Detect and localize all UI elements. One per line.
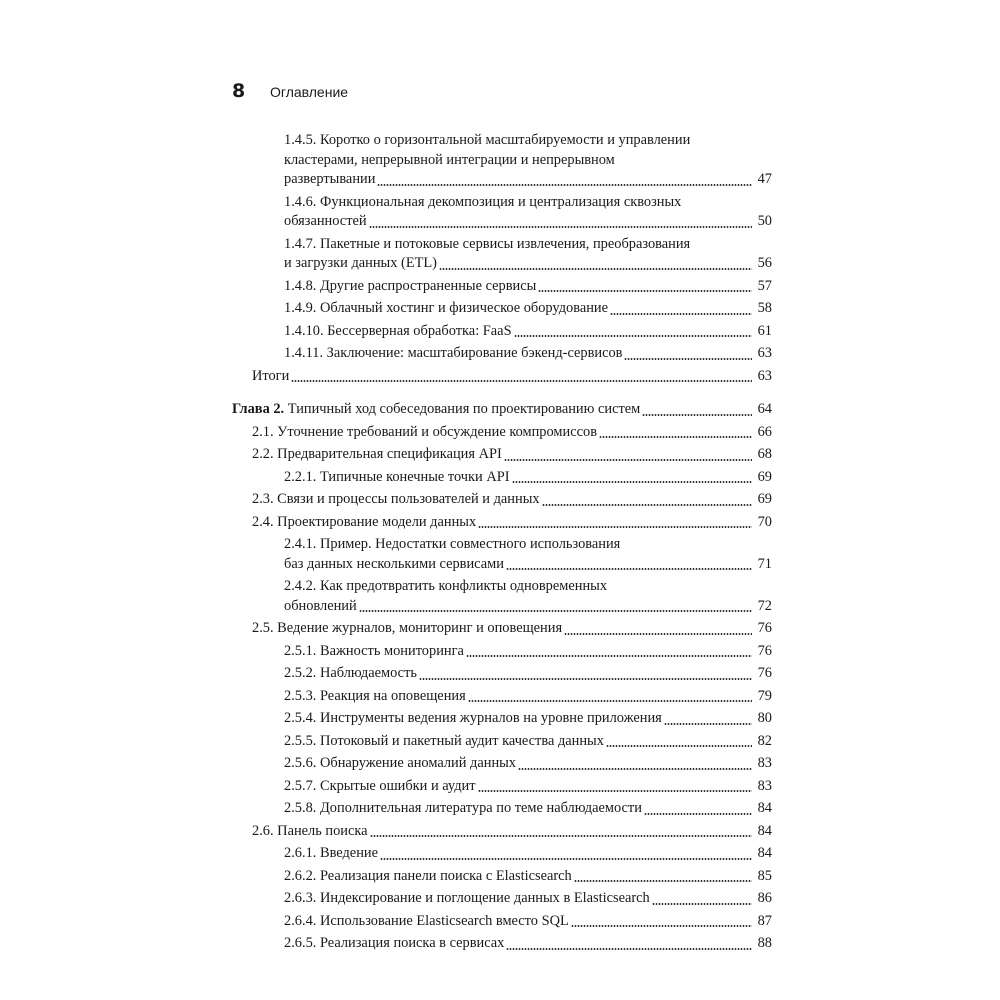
toc-page-number: 57 <box>757 277 772 294</box>
dot-leader <box>624 358 752 360</box>
dot-leader <box>504 459 752 461</box>
dot-leader <box>606 745 752 747</box>
toc-entry <box>232 299 772 319</box>
toc-entry-text: 2.5.6. Обнаружение аномалий данных <box>284 755 517 771</box>
toc-entry <box>232 535 772 574</box>
toc-entry-title <box>252 822 368 842</box>
toc-entry-text: Типичный ход собеседования по проектированию систем <box>284 401 641 417</box>
toc-entry-title <box>284 555 504 575</box>
toc-page-number: 84 <box>757 845 772 861</box>
toc-entry <box>232 912 772 932</box>
toc-entry-line <box>284 170 772 190</box>
toc-page-number: 61 <box>757 322 772 339</box>
toc-entry-title <box>284 597 357 617</box>
toc-entry-line <box>284 642 772 662</box>
toc-entry-line <box>284 322 772 342</box>
toc-page-number: 63 <box>757 345 772 361</box>
toc-entry-title <box>284 912 569 932</box>
toc-entry-title <box>284 777 476 797</box>
dot-leader <box>514 335 752 337</box>
toc-entry-line <box>252 513 772 533</box>
dot-leader <box>506 568 752 570</box>
toc-entry-text: 1.4.8. Другие распространенные сервисы <box>284 277 537 294</box>
toc-entry-text: 2.5.5. Потоковый и пакетный аудит качества данных <box>284 732 604 749</box>
toc-entry-line <box>284 777 772 797</box>
toc-entry-text: 2.5.1. Важность мониторинга <box>284 642 464 659</box>
toc-entry-text: 2.1. Уточнение требований и обсуждение компромиссов <box>252 423 598 440</box>
toc-entry <box>232 867 772 887</box>
toc-page-number: 58 <box>757 300 772 316</box>
toc-entry <box>232 754 772 774</box>
toc-entry-title <box>252 423 597 443</box>
toc-page-number: 63 <box>757 367 772 384</box>
dot-leader <box>478 790 752 792</box>
toc-entry-title <box>284 844 378 864</box>
toc-entry-title <box>284 709 662 729</box>
toc-entry-text: обязанностей <box>284 213 367 229</box>
toc-entry-line <box>284 867 772 887</box>
toc-entry-line <box>252 445 772 465</box>
toc-entry <box>232 822 772 842</box>
dot-leader <box>439 268 752 270</box>
dot-leader <box>574 880 752 882</box>
toc-entry-line <box>252 367 772 387</box>
toc-entry-line <box>284 212 772 232</box>
toc-entry-text: 1.4.9. Облачный хостинг и физическое оборудование <box>284 300 609 316</box>
toc-entry-title <box>284 468 510 488</box>
toc-entry <box>232 344 772 364</box>
dot-leader <box>369 226 752 228</box>
toc-entry-text: 2.5.3. Реакция на оповещения <box>284 687 466 704</box>
toc-page-number: 69 <box>757 491 772 507</box>
toc-page-number: 84 <box>757 800 772 816</box>
toc-page-number: 83 <box>757 755 772 771</box>
toc-entry-title <box>284 132 690 148</box>
dot-leader <box>644 813 752 815</box>
toc-entry <box>232 322 772 342</box>
toc-entry-title <box>284 236 690 252</box>
toc-entry-line <box>284 277 772 297</box>
toc-entry-line <box>284 555 772 575</box>
toc-page-number: 76 <box>757 665 772 681</box>
toc-entry <box>232 277 772 297</box>
toc-entry-title <box>232 400 640 420</box>
toc-entry-line <box>284 934 772 954</box>
toc-entry-text: 2.5.7. Скрытые ошибки и аудит <box>284 777 476 794</box>
toc-page-number: 80 <box>757 710 772 726</box>
dot-leader <box>652 903 752 905</box>
toc-page-number: 86 <box>757 890 772 906</box>
toc-entry-line <box>284 844 772 864</box>
toc-entry-title <box>284 299 608 319</box>
toc-entry <box>232 619 772 639</box>
running-title: Оглавление <box>270 84 349 100</box>
toc-entry-title <box>284 536 620 552</box>
toc-page-number: 85 <box>757 867 772 884</box>
toc-entry-text: 2.6.4. Использование Elasticsearch вместо SQL <box>284 912 569 929</box>
toc-entry-title <box>284 867 572 887</box>
toc-entry-line <box>252 490 772 510</box>
toc-entry-text: 2.4. Проектирование модели данных <box>252 513 477 530</box>
toc-entry-text: 2.5.8. Дополнительная литература по теме наблюдаемости <box>284 800 642 816</box>
toc-entry-title <box>284 212 367 232</box>
toc-entry-title <box>284 254 437 274</box>
toc-entry-line <box>252 822 772 842</box>
dot-leader <box>468 700 752 702</box>
toc-entry-title <box>252 367 289 387</box>
toc-entry-text: Итоги <box>252 367 290 384</box>
toc-page-number: 82 <box>757 732 772 749</box>
table-of-contents <box>232 131 772 957</box>
dot-leader <box>419 678 752 680</box>
toc-page-number: 83 <box>757 777 772 794</box>
running-header <box>232 80 348 102</box>
dot-leader <box>359 610 752 612</box>
dot-leader <box>377 184 752 186</box>
dot-leader <box>291 380 752 382</box>
toc-page-number: 79 <box>757 687 772 704</box>
toc-entry <box>232 844 772 864</box>
toc-entry <box>232 732 772 752</box>
toc-page-number: 70 <box>757 513 772 530</box>
toc-page-number: 71 <box>757 555 772 572</box>
toc-entry-line <box>284 799 772 819</box>
toc-entry-line <box>284 151 772 171</box>
toc-entry-line <box>284 131 772 151</box>
toc-entry-line <box>284 597 772 617</box>
toc-entry-title <box>284 687 466 707</box>
toc-page-number: 84 <box>757 822 772 839</box>
toc-entry-line <box>284 754 772 774</box>
toc-entry-title <box>284 664 417 684</box>
dot-leader <box>478 526 752 528</box>
toc-entry-text: баз данных несколькими сервисами <box>284 555 504 572</box>
toc-entry <box>232 709 772 729</box>
toc-page-number: 50 <box>757 213 772 229</box>
toc-entry <box>232 889 772 909</box>
toc-entry-text: 2.6. Панель поиска <box>252 822 368 839</box>
toc-entry-line <box>284 344 772 364</box>
toc-entry-text: 1.4.11. Заключение: масштабирование бэкенд-сервисов <box>284 345 623 361</box>
toc-entry-text: кластерами, непрерывной интеграции и непрерывном <box>284 151 615 168</box>
toc-entry-line <box>284 468 772 488</box>
dot-leader <box>466 655 752 657</box>
toc-entry-line <box>284 535 772 555</box>
toc-entry-line <box>252 423 772 443</box>
toc-entry-line <box>284 732 772 752</box>
toc-page-number: 87 <box>757 912 772 929</box>
toc-entry-line <box>284 912 772 932</box>
toc-page-number: 76 <box>757 620 772 636</box>
toc-entry-title <box>284 642 464 662</box>
toc-entry <box>232 799 772 819</box>
toc-entry <box>232 468 772 488</box>
toc-entry-line <box>284 254 772 274</box>
toc-page-number: 56 <box>757 255 772 271</box>
toc-entry-text: 1.4.5. Коротко о горизонтальной масштабируемости и управлении <box>284 132 691 148</box>
toc-entry-line <box>252 619 772 639</box>
toc-entry <box>232 777 772 797</box>
toc-entry-text: 2.4.2. Как предотвратить конфликты одновременных <box>284 578 608 594</box>
toc-entry-text: 2.2. Предварительная спецификация API <box>252 446 502 462</box>
toc-entry-text: 1.4.10. Бессерверная обработка: FaaS <box>284 322 512 339</box>
toc-entry-text: 2.5. Ведение журналов, мониторинг и оповещения <box>252 620 563 636</box>
toc-entry-line <box>232 400 772 420</box>
dot-leader <box>542 504 752 506</box>
toc-entry <box>232 367 772 387</box>
toc-page-number: 68 <box>757 446 772 462</box>
toc-entry-line <box>284 889 772 909</box>
toc-page-number: 76 <box>757 642 772 659</box>
toc-entry-title <box>284 170 375 190</box>
toc-page-number: 88 <box>757 935 772 951</box>
toc-entry <box>232 193 772 232</box>
toc-entry <box>232 235 772 274</box>
dot-leader <box>564 633 752 635</box>
toc-page-number: 66 <box>757 423 772 440</box>
toc-entry-title <box>284 322 512 342</box>
toc-entry <box>232 513 772 533</box>
dot-leader <box>512 481 752 483</box>
toc-page-number: 72 <box>757 597 772 614</box>
toc-entry-title <box>252 490 540 510</box>
toc-entry <box>232 687 772 707</box>
toc-entry-text: 2.6.5. Реализация поиска в сервисах <box>284 935 505 951</box>
toc-entry-text: 2.6.2. Реализация панели поиска с Elasticsearch <box>284 867 572 884</box>
toc-entry <box>232 400 772 420</box>
toc-entry <box>232 131 772 190</box>
toc-entry-title <box>284 344 622 364</box>
dot-leader <box>538 290 752 292</box>
dot-leader <box>380 858 752 860</box>
toc-entry-title <box>284 934 504 954</box>
toc-entry <box>232 642 772 662</box>
page-number: 8 <box>232 80 246 102</box>
toc-entry-title <box>284 732 604 752</box>
toc-entry-title <box>284 152 615 168</box>
toc-entry-text: и загрузки данных (ETL) <box>284 255 437 271</box>
toc-entry-line <box>284 664 772 684</box>
toc-entry <box>232 445 772 465</box>
toc-page-number: 69 <box>757 468 772 485</box>
toc-entry-line <box>284 577 772 597</box>
toc-entry-title <box>252 513 476 533</box>
toc-entry-title <box>284 277 536 297</box>
toc-entry-text: 2.5.2. Наблюдаемость <box>284 665 417 681</box>
toc-entry-text: 2.4.1. Пример. Недостатки совместного использования <box>284 536 621 552</box>
toc-entry-text: 2.6.3. Индексирование и поглощение данных в Elasticsearch <box>284 890 650 906</box>
toc-entry-title <box>284 194 681 210</box>
toc-entry-text: 1.4.6. Функциональная декомпозиция и централизация сквозных <box>284 193 682 210</box>
toc-entry <box>232 934 772 954</box>
toc-entry-title <box>284 799 642 819</box>
toc-entry-text: 2.6.1. Введение <box>284 845 378 861</box>
toc-entry-line <box>284 235 772 255</box>
toc-entry-title <box>284 578 607 594</box>
toc-entry-title <box>252 619 562 639</box>
dot-leader <box>642 414 752 416</box>
toc-entry-line <box>284 687 772 707</box>
toc-entry-title <box>252 445 502 465</box>
toc-entry-text: 2.2.1. Типичные конечные точки API <box>284 468 510 485</box>
toc-entry-title <box>284 754 516 774</box>
dot-leader <box>599 436 752 438</box>
toc-entry-text: обновлений <box>284 597 357 614</box>
dot-leader <box>370 835 752 837</box>
toc-entry-text: развертывании <box>284 171 376 187</box>
toc-page-number: 47 <box>757 171 772 187</box>
dot-leader <box>571 925 752 927</box>
dot-leader <box>610 313 752 315</box>
chapter-label: Глава 2. <box>232 401 285 417</box>
toc-entry-text: 2.3. Связи и процессы пользователей и данных <box>252 491 540 507</box>
toc-entry <box>232 664 772 684</box>
toc-entry-title <box>284 889 650 909</box>
dot-leader <box>664 723 752 725</box>
toc-entry-line <box>284 709 772 729</box>
dot-leader <box>506 948 752 950</box>
dot-leader <box>518 768 752 770</box>
toc-entry <box>232 577 772 616</box>
toc-entry-text: 1.4.7. Пакетные и потоковые сервисы извлечения, преобразования <box>284 235 691 252</box>
toc-page-number: 64 <box>757 401 772 417</box>
toc-entry <box>232 490 772 510</box>
toc-entry-text: 2.5.4. Инструменты ведения журналов на уровне приложения <box>284 710 662 726</box>
toc-entry-line <box>284 193 772 213</box>
toc-entry <box>232 423 772 443</box>
toc-entry-line <box>284 299 772 319</box>
